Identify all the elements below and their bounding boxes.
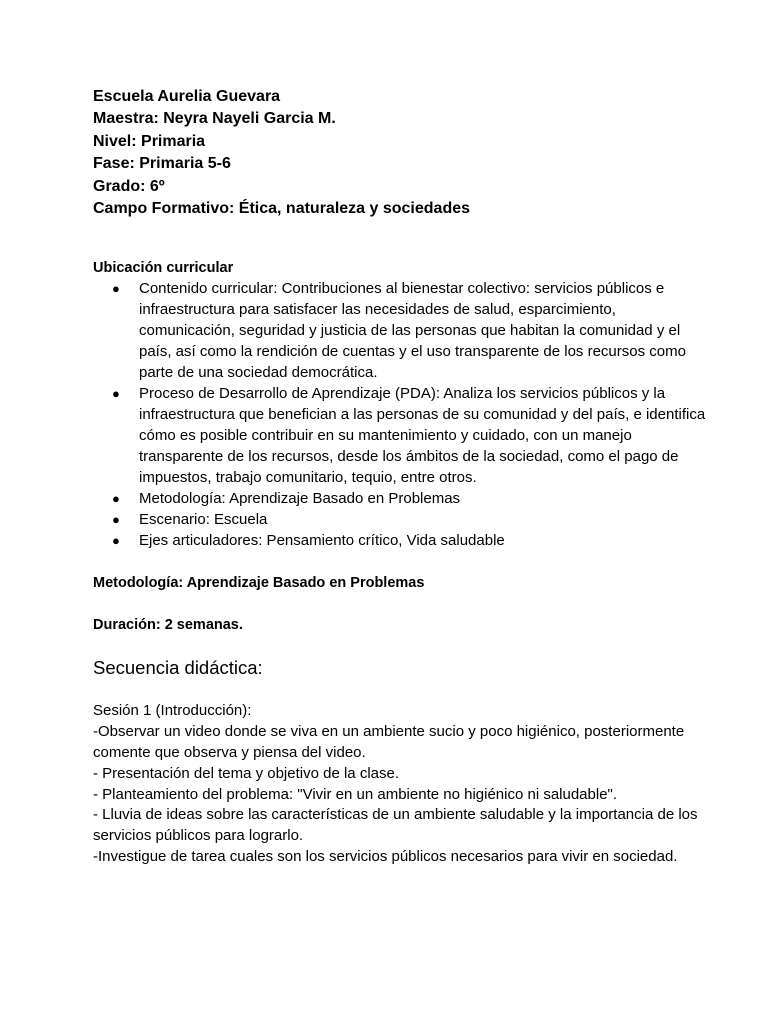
session-heading: Sesión 1 (Introducción): (93, 702, 252, 720)
list-item-text: Metodología: Aprendizaje Basado en Problemas (139, 490, 461, 508)
curricular-location-title: Ubicación curricular (93, 260, 234, 277)
phase: Fase: Primaria 5-6 (93, 155, 231, 173)
session-line: -Investigue de tarea cuales son los servicios públicos necesarios para vivir en sociedad. (93, 848, 678, 866)
session-line: - Lluvia de ideas sobre las características de un ambiente saludable y la importancia de los servicios públicos para lograrlo. (93, 806, 698, 845)
session-line: - Presentación del tema y objetivo de la clase. (93, 764, 399, 782)
level: Nivel: Primaria (93, 132, 206, 150)
bullet-icon: ● (112, 533, 120, 549)
list-item-text: Contenido curricular: Contribuciones al bienestar colectivo: servicios públicos e infraestructura para satisfacer las necesidades de salud, esparcimiento, comunicación, seguridad y justicia de las personas que habitan la comunidad y el país, así como la rendición de cuentas y el uso transparente de los recursos como parte de una sociedad democrática. (139, 280, 686, 382)
sequence-title: Secuencia didáctica: (93, 657, 263, 679)
list-item-text: Escenario: Escuela (139, 511, 268, 529)
bullet-icon: ● (112, 512, 120, 528)
list-item-text: Ejes articuladores: Pensamiento crítico, Vida saludable (139, 532, 505, 550)
formative-field: Campo Formativo: Ética, naturaleza y sociedades (93, 200, 471, 218)
list-item-metodologia (93, 488, 708, 509)
session-1 (93, 701, 708, 867)
list-item-pda (93, 383, 708, 488)
duration-line: Duración: 2 semanas. (93, 617, 243, 634)
document-header (93, 86, 708, 220)
bullet-icon: ● (112, 281, 120, 297)
grade: Grado: 6º (93, 177, 165, 195)
teacher-name: Maestra: Neyra Nayeli Garcia M. (93, 110, 336, 128)
school-name: Escuela Aurelia Guevara (93, 88, 281, 105)
list-item-escenario (93, 509, 708, 530)
list-item-contenido (93, 278, 708, 383)
methodology-line: Metodología: Aprendizaje Basado en Problemas (93, 575, 425, 592)
list-item-ejes (93, 530, 708, 551)
curricular-list (93, 278, 708, 551)
bullet-icon: ● (112, 491, 120, 507)
bullet-icon: ● (112, 386, 120, 402)
list-item-text: Proceso de Desarrollo de Aprendizaje (PDA): Analiza los servicios públicos y la infraestructura que benefician a las personas de su comunidad y del país, e identifica cómo es posible contribuir en su mantenimiento y cuidado, con un manejo transparente de los recursos, desde los ámbitos de la sociedad, como el pago de impuestos, trabajo comunitario, tequio, entre otros. (139, 385, 706, 487)
session-line: - Planteamiento del problema: "Vivir en un ambiente no higiénico ni saludable". (93, 785, 618, 803)
session-line: -Observar un video donde se viva en un ambiente sucio y poco higiénico, posteriormente comente que observa y piensa del video. (93, 723, 685, 762)
